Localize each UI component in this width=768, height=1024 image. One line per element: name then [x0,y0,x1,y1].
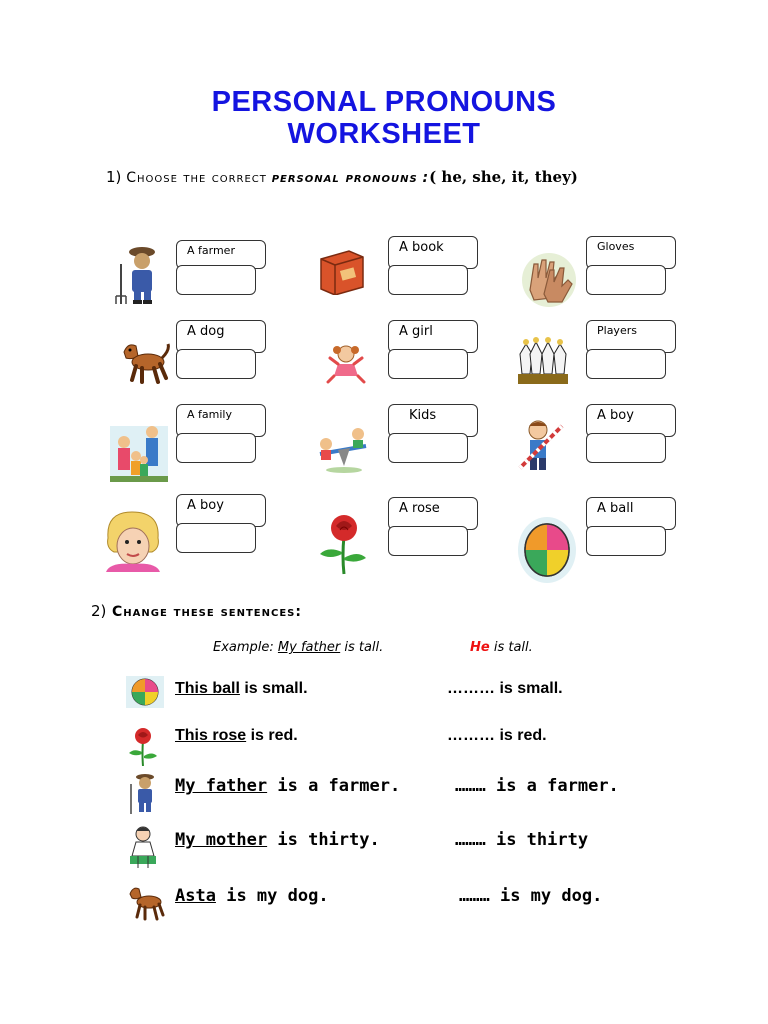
answer-rest: is thirty [495,830,589,850]
ball-icon [516,510,578,584]
mother-icon [126,824,160,868]
answer-box[interactable] [176,349,256,379]
farmer-icon [126,772,160,814]
example-answer [470,640,533,655]
item-label: A girl [388,320,478,353]
kids-icon [316,424,370,474]
sentence-text [175,830,380,850]
section-1-colon: : [422,170,430,186]
answer-line[interactable] [455,776,619,796]
example-pronoun: He [470,640,490,655]
sentence-rest: is my dog. [226,886,329,906]
answer-blank: ……… [447,727,495,744]
example-rest: is tall. [344,640,384,655]
answer-blank: ……… [455,776,486,796]
sentence-text [175,727,298,745]
sentence-rest: is red. [250,727,298,744]
section-1-instruction: Choose the correct [126,170,267,186]
item-label: A family [176,404,266,437]
answer-box[interactable] [586,349,666,379]
girl-icon [326,344,366,386]
answer-rest: is a farmer. [495,776,619,796]
sentence-subject: Asta [175,886,216,906]
section-2-instruction: Change these sentences: [111,604,302,620]
dog-icon [126,884,166,924]
item-label: A rose [388,497,478,530]
rose-icon [126,726,160,766]
item-label: Kids [388,404,478,437]
sentence-rest: is small. [244,680,308,697]
example-answer-rest: is tall. [493,640,533,655]
example-subject: My father [277,640,341,655]
item-label: A boy [586,404,676,437]
sentence-subject: My mother [175,830,268,850]
ball-icon [126,676,164,708]
dog-icon [118,338,170,384]
answer-rest: is red. [499,727,547,744]
section-1-number: 1) [106,168,122,186]
page-title: PERSONAL PRONOUNS [211,86,557,118]
boy-face-icon [102,508,164,572]
answer-box[interactable] [388,349,468,379]
answer-box[interactable] [388,526,468,556]
item-label: Players [586,320,676,353]
boy-icon [516,418,570,474]
sentence-rest: is thirty. [277,830,380,850]
answer-box[interactable] [586,526,666,556]
gloves-icon [520,250,578,308]
rose-icon [314,512,370,576]
example-prefix: Example: [213,640,274,655]
players-icon [516,334,570,388]
answer-line[interactable] [455,830,588,850]
answer-rest: is my dog. [499,886,603,906]
section-2-number: 2) [91,602,107,620]
answer-box[interactable] [176,433,256,463]
pronoun-list: ( he, she, it, they) [429,168,578,186]
answer-blank: ……… [447,680,495,697]
answer-line[interactable] [447,727,547,745]
sentence-text [175,886,329,906]
answer-box[interactable] [176,265,256,295]
sentence-subject: My father [175,776,268,796]
book-icon [317,245,367,295]
section-1-heading [106,168,578,186]
item-label: A book [388,236,478,269]
item-label: A boy [176,494,266,527]
sentence-text [175,680,308,698]
item-label: A ball [586,497,676,530]
answer-line[interactable] [459,886,602,906]
answer-line[interactable] [447,680,563,698]
item-label: Gloves [586,236,676,269]
item-label: A farmer [176,240,266,269]
answer-rest: is small. [499,680,563,697]
farmer-icon [112,244,168,306]
example-sentence [213,640,383,655]
answer-box[interactable] [586,433,666,463]
answer-blank: ……… [455,830,486,850]
section-1-emphasis: personal pronouns [271,170,418,186]
page-subtitle: WORKSHEET [287,118,481,150]
sentence-subject: This ball [175,680,240,697]
sentence-subject: This rose [175,727,247,744]
sentence-rest: is a farmer. [277,776,401,796]
item-label: A dog [176,320,266,353]
answer-box[interactable] [176,523,256,553]
answer-blank: ……… [459,886,490,906]
sentence-text [175,776,400,796]
answer-box[interactable] [586,265,666,295]
answer-box[interactable] [388,433,468,463]
family-icon [110,420,168,482]
section-2-heading [91,601,302,620]
answer-box[interactable] [388,265,468,295]
